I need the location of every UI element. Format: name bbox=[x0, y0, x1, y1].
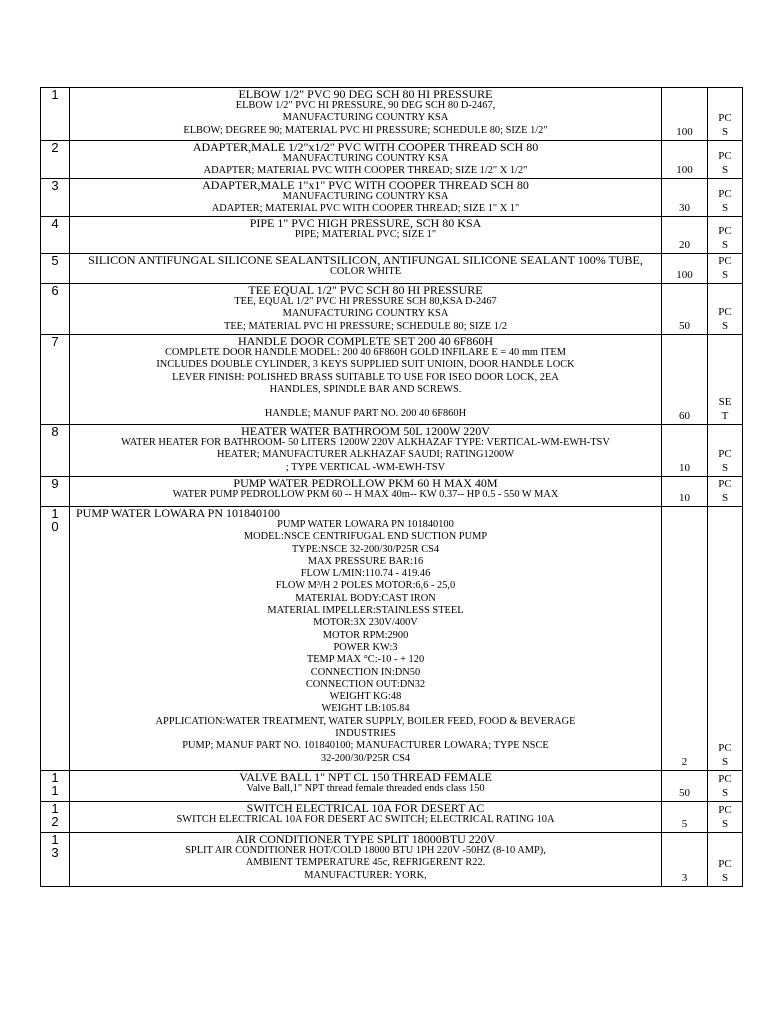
item-description-line: ADAPTER; MATERIAL PVC WITH COOPER THREAD; SIZE 1/2" X 1/2" bbox=[203, 165, 528, 177]
item-number bbox=[41, 88, 70, 141]
item-number-char: 2 bbox=[51, 140, 59, 155]
item-number bbox=[41, 771, 70, 802]
item-description-line: INCLUDES DOUBLE CYLINDER, 3 KEYS SUPPLIED SUIT UNIOIN, DOOR HANDLE LOCK bbox=[156, 359, 575, 371]
item-number-char: 1 bbox=[51, 783, 59, 798]
item-description-line: Valve Ball,1" NPT thread female threaded ends class 150 bbox=[246, 783, 485, 794]
table-row bbox=[41, 179, 743, 217]
item-number-char: 1 bbox=[51, 770, 59, 785]
item-description bbox=[70, 477, 662, 507]
items-table-body bbox=[41, 88, 743, 887]
item-title: HANDLE DOOR COMPLETE SET 200 40 6F860H bbox=[237, 334, 494, 348]
item-title: HEATER WATER BATHROOM 50L 1200W 220V bbox=[241, 424, 490, 438]
item-description-line: TEE, EQUAL 1/2" PVC HI PRESSURE SCH 80,KSA D-2467 bbox=[234, 296, 497, 307]
item-number-char: 8 bbox=[51, 424, 59, 439]
item-number-char: 3 bbox=[51, 178, 59, 193]
item-description-line: WEIGHT KG:48 bbox=[329, 691, 402, 703]
item-title: PUMP WATER LOWARA PN 101840100 bbox=[76, 506, 281, 520]
item-unit bbox=[708, 425, 743, 477]
item-unit-part: PC bbox=[718, 448, 732, 460]
item-quantity: 50 bbox=[662, 771, 708, 802]
item-unit-part: PC bbox=[718, 804, 732, 816]
item-description-line: ELBOW; DEGREE 90; MATERIAL PVC HI PRESSURE; SCHEDULE 80; SIZE 1/2" bbox=[183, 124, 548, 136]
item-description-line: WATER HEATER FOR BATHROOM- 50 LITERS 1200W 220V ALKHAZAF TYPE: VERTICAL-WM-EWH-TSV bbox=[121, 437, 610, 448]
item-description-line: CONNECTION OUT:DN32 bbox=[305, 678, 426, 690]
item-unit-part: S bbox=[721, 202, 729, 214]
item-number-char: 6 bbox=[51, 283, 59, 298]
item-number-char: 4 bbox=[51, 216, 59, 231]
item-description-line: LEVER FINISH: POLISHED BRASS SUITABLE TO USE FOR ISEO DOOR LOCK, 2EA bbox=[172, 371, 559, 383]
item-description-line bbox=[70, 396, 661, 408]
item-description-line: HANDLES, SPINDLE BAR AND SCREWS. bbox=[269, 383, 462, 395]
item-description-line: TEE; MATERIAL PVC HI PRESSURE; SCHEDULE 80; SIZE 1/2 bbox=[223, 320, 508, 332]
item-description-line: 32-200/30/P25R CS4 bbox=[320, 752, 411, 764]
item-description-line: CONNECTION IN:DN50 bbox=[310, 666, 421, 678]
item-title: PUMP WATER PEDROLLOW PKM 60 H MAX 40M bbox=[233, 476, 498, 490]
item-unit-part: S bbox=[721, 320, 729, 332]
item-unit-part: T bbox=[721, 410, 729, 422]
item-number-char: 1 bbox=[51, 832, 59, 847]
item-title: SILICON ANTIFUNGAL SILICONE SEALANTSILICON, ANTIFUNGAL SILICONE SEALANT 100% TUBE, bbox=[88, 253, 643, 267]
item-number-char: 7 bbox=[51, 334, 59, 349]
item-description-line: HANDLE; MANUF PART NO. 200 40 6F860H bbox=[264, 408, 467, 420]
item-description-line: PIPE; MATERIAL PVC; SIZE 1" bbox=[294, 229, 437, 240]
item-unit-part: PC bbox=[718, 112, 732, 124]
item-unit-part: S bbox=[721, 462, 729, 474]
table-row bbox=[41, 477, 743, 507]
item-description bbox=[70, 802, 662, 833]
item-unit-part: S bbox=[721, 787, 729, 799]
item-unit bbox=[708, 254, 743, 284]
item-unit-part: S bbox=[721, 818, 729, 830]
item-unit-part: S bbox=[721, 269, 729, 281]
item-description-line: HEATER; MANUFACTURER ALKHAZAF SAUDI; RATING1200W bbox=[216, 449, 515, 461]
item-unit-part: PC bbox=[718, 773, 732, 785]
table-row bbox=[41, 335, 743, 425]
table-row bbox=[41, 507, 743, 771]
item-quantity: 60 bbox=[662, 335, 708, 425]
item-number bbox=[41, 335, 70, 425]
item-description-line: MOTOR:3X 230V/400V bbox=[313, 617, 418, 629]
item-number bbox=[41, 425, 70, 477]
item-number bbox=[41, 284, 70, 335]
item-number-char: 1 bbox=[51, 506, 59, 521]
item-unit-part: PC bbox=[718, 188, 732, 200]
table-row bbox=[41, 771, 743, 802]
item-unit bbox=[708, 335, 743, 425]
item-description-line: SWITCH ELECTRICAL 10A FOR DESERT AC SWITCH; ELECTRICAL RATING 10A bbox=[176, 814, 555, 825]
item-description bbox=[70, 254, 662, 284]
table-row bbox=[41, 284, 743, 335]
table-row bbox=[41, 425, 743, 477]
item-description-line: AMBIENT TEMPERATURE 45c, REFRIGERENT R22. bbox=[245, 857, 486, 869]
item-description-line: MATERIAL BODY:CAST IRON bbox=[295, 592, 436, 604]
item-description-line: MANUFACTURING COUNTRY KSA bbox=[282, 191, 449, 202]
item-description-line: POWER KW:3 bbox=[333, 641, 398, 653]
items-table bbox=[40, 87, 743, 887]
item-quantity: 20 bbox=[662, 217, 708, 254]
item-description-line: WEIGHT LB:105.84 bbox=[321, 703, 410, 715]
item-unit bbox=[708, 217, 743, 254]
item-unit bbox=[708, 284, 743, 335]
item-description-line: MANUFACTURER: YORK, bbox=[304, 869, 427, 881]
item-description bbox=[70, 335, 662, 425]
item-quantity: 10 bbox=[662, 425, 708, 477]
item-description bbox=[70, 425, 662, 477]
item-description-line: MATERIAL IMPELLER:STAINLESS STEEL bbox=[267, 605, 464, 617]
item-unit bbox=[708, 833, 743, 887]
item-description bbox=[70, 179, 662, 217]
item-number-char: 5 bbox=[51, 253, 59, 268]
item-unit bbox=[708, 88, 743, 141]
item-number-char: 1 bbox=[51, 87, 59, 102]
item-description-line: MOTOR RPM:2900 bbox=[322, 629, 409, 641]
item-number bbox=[41, 802, 70, 833]
item-description bbox=[70, 833, 662, 887]
item-title: ADAPTER,MALE 1"x1" PVC WITH COOPER THREAD SCH 80 bbox=[202, 178, 529, 192]
table-row bbox=[41, 833, 743, 887]
item-number-char: 1 bbox=[51, 801, 59, 816]
item-title: TEE EQUAL 1/2" PVC SCH 80 HI PRESSURE bbox=[248, 283, 483, 297]
item-unit-part: PC bbox=[718, 742, 732, 754]
item-quantity: 2 bbox=[662, 507, 708, 771]
item-unit-part: S bbox=[721, 756, 729, 768]
item-quantity: 100 bbox=[662, 88, 708, 141]
item-description-line: FLOW L/MIN:110.74 - 419.46 bbox=[300, 568, 431, 580]
item-unit-part: PC bbox=[718, 225, 732, 237]
item-description-line: APPLICATION:WATER TREATMENT, WATER SUPPLY, BOILER FEED, FOOD & BEVERAGE bbox=[155, 715, 576, 727]
item-unit bbox=[708, 141, 743, 179]
table-row bbox=[41, 141, 743, 179]
item-description-line: FLOW M³/H 2 POLES MOTOR:6,6 - 25,0 bbox=[275, 580, 456, 592]
item-description-line: PUMP WATER LOWARA PN 101840100 bbox=[277, 519, 454, 530]
item-description bbox=[70, 771, 662, 802]
item-unit-part: S bbox=[721, 239, 729, 251]
table-row bbox=[41, 254, 743, 284]
item-unit-part: PC bbox=[718, 478, 732, 490]
item-quantity: 50 bbox=[662, 284, 708, 335]
item-title: AIR CONDITIONER TYPE SPLIT 18000BTU 220V bbox=[235, 832, 496, 846]
item-number bbox=[41, 179, 70, 217]
item-description-line: INDUSTRIES bbox=[335, 728, 396, 740]
item-description-line: ELBOW 1/2" PVC HI PRESSURE, 90 DEG SCH 80 D-2467, bbox=[235, 100, 496, 111]
item-description-line: MANUFACTURING COUNTRY KSA bbox=[282, 112, 449, 124]
item-quantity: 3 bbox=[662, 833, 708, 887]
item-number-char: 3 bbox=[51, 845, 59, 860]
item-number-char: 2 bbox=[51, 814, 59, 829]
item-unit-part: S bbox=[721, 164, 729, 176]
item-description bbox=[70, 284, 662, 335]
item-description bbox=[70, 141, 662, 179]
item-unit-part: S bbox=[721, 872, 729, 884]
item-unit bbox=[708, 771, 743, 802]
item-title: VALVE BALL 1" NPT CL 150 THREAD FEMALE bbox=[239, 770, 492, 784]
item-description-line: WATER PUMP PEDROLLOW PKM 60 -- H MAX 40m-- KW 0.37-- HP 0.5 - 550 W MAX bbox=[172, 489, 559, 500]
item-unit-part: SE bbox=[718, 396, 732, 408]
item-description-line: MAX PRESSURE BAR:16 bbox=[307, 555, 424, 567]
item-quantity: 30 bbox=[662, 179, 708, 217]
table-row bbox=[41, 802, 743, 833]
item-number bbox=[41, 254, 70, 284]
item-title: ADAPTER,MALE 1/2"x1/2" PVC WITH COOPER THREAD SCH 80 bbox=[192, 140, 539, 154]
item-unit-part: S bbox=[721, 492, 729, 504]
item-quantity: 100 bbox=[662, 141, 708, 179]
item-description-line: SPLIT AIR CONDITIONER HOT/COLD 18000 BTU 1PH 220V -50HZ (8-10 AMP), bbox=[185, 845, 546, 856]
item-number bbox=[41, 477, 70, 507]
item-description-line: TYPE:NSCE 32-200/30/P25R CS4 bbox=[291, 543, 440, 555]
item-description-line: MANUFACTURING COUNTRY KSA bbox=[282, 153, 449, 164]
item-description-line: ; TYPE VERTICAL -WM-EWH-TSV bbox=[285, 461, 446, 473]
item-description-line: COLOR WHITE bbox=[329, 266, 402, 277]
item-quantity: 100 bbox=[662, 254, 708, 284]
item-title: PIPE 1" PVC HIGH PRESSURE, SCH 80 KSA bbox=[249, 216, 482, 230]
item-unit bbox=[708, 802, 743, 833]
item-number-char: 9 bbox=[51, 476, 59, 491]
item-number bbox=[41, 833, 70, 887]
table-row bbox=[41, 217, 743, 254]
item-unit bbox=[708, 477, 743, 507]
item-description-line: TEMP MAX °C:-10 - + 120 bbox=[306, 654, 425, 666]
item-quantity: 5 bbox=[662, 802, 708, 833]
item-description-line: COMPLETE DOOR HANDLE MODEL: 200 40 6F860H GOLD INFILARE E = 40 mm ITEM bbox=[165, 347, 566, 358]
item-title: SWITCH ELECTRICAL 10A FOR DESERT AC bbox=[246, 801, 485, 815]
item-number bbox=[41, 141, 70, 179]
item-unit-part: PC bbox=[718, 858, 732, 870]
item-description-line: ADAPTER; MATERIAL PVC WITH COOPER THREAD; SIZE 1" X 1" bbox=[211, 203, 520, 215]
item-unit-part: PC bbox=[718, 150, 732, 162]
item-description-line: MODEL:NSCE CENTRIFUGAL END SUCTION PUMP bbox=[243, 531, 488, 543]
item-title: ELBOW 1/2" PVC 90 DEG SCH 80 HI PRESSURE bbox=[238, 87, 493, 101]
item-unit bbox=[708, 179, 743, 217]
item-number bbox=[41, 217, 70, 254]
item-description bbox=[70, 507, 662, 771]
item-number-char: 0 bbox=[51, 519, 59, 534]
item-unit-part: S bbox=[721, 126, 729, 138]
item-description bbox=[70, 217, 662, 254]
item-description-line: PUMP; MANUF PART NO. 101840100; MANUFACTURER LOWARA; TYPE NSCE bbox=[182, 740, 549, 752]
item-unit-part: PC bbox=[718, 255, 732, 267]
item-number bbox=[41, 507, 70, 771]
item-description bbox=[70, 88, 662, 141]
item-quantity: 10 bbox=[662, 477, 708, 507]
item-unit bbox=[708, 507, 743, 771]
item-description-line: MANUFACTURING COUNTRY KSA bbox=[282, 308, 449, 320]
item-unit-part: PC bbox=[718, 306, 732, 318]
table-row bbox=[41, 88, 743, 141]
